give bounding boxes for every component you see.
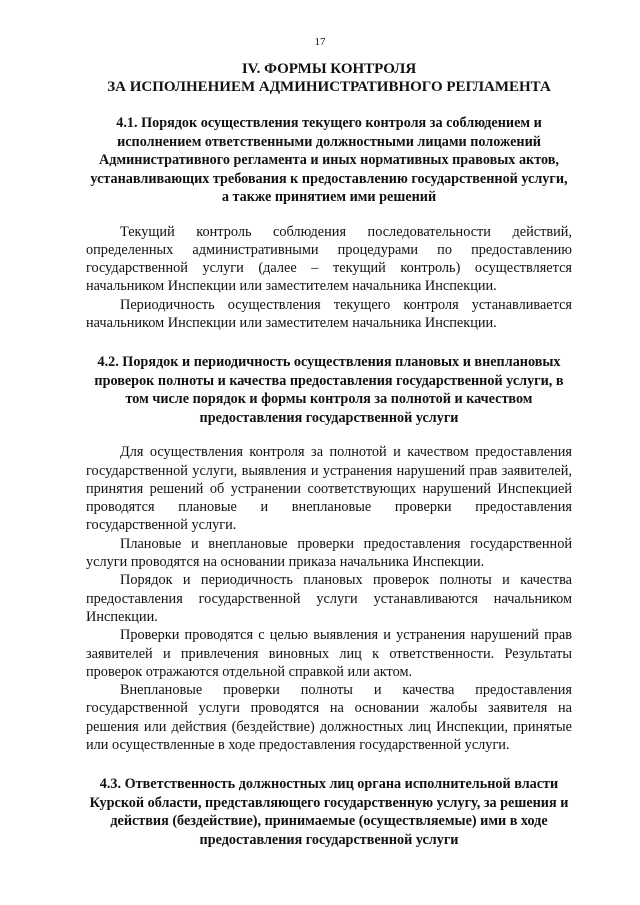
chapter-title [86, 60, 572, 96]
section-4-2-paragraph: Внеплановые проверки полноты и качества предоставления государственной услуги проводятся на основании жалобы заявителя на решения или действия (бездействие) должностных лиц Инспекции, принятые или осуществленные в ходе предоставления государственной услуги. [86, 682, 572, 754]
section-4-3-heading: 4.3. Ответственность должностных лиц органа исполнительной власти Курской области, представляющего государственную услугу, за решения и действия (бездействие), принимаемые (осуществляемые) ими в ходе предоставления государственной услуги [89, 776, 569, 848]
document-body [86, 60, 572, 849]
section-4-2-paragraph: Для осуществления контроля за полнотой и качеством предоставления государственной услуги, выявления и устранения нарушений прав заявителей, принятия решений об устранении соответствующих нарушений Инспекцией проводятся плановые и внеплановые проверки предоставления государственной услуги. [86, 444, 572, 534]
section-4-2-heading: 4.2. Порядок и периодичность осуществления плановых и внеплановых проверок полноты и качества предоставления государственной услуги, в том числе порядок и формы контроля за полнотой и качеством предоставления государственной услуги [94, 354, 564, 426]
chapter-title-line-1: IV. ФОРМЫ КОНТРОЛЯ [241, 61, 417, 77]
section-4-1-paragraph: Текущий контроль соблюдения последовательности действий, определенных административными процедурами по предоставлению государственной услуги (далее – текущий контроль) осуществляется начальником Инспекции или заместителем начальника Инспекции. [86, 223, 572, 295]
section-4-2-paragraph: Плановые и внеплановые проверки предоставления государственной услуги проводятся на основании приказа начальника Инспекции. [86, 535, 572, 571]
section-4-1-paragraph: Периодичность осуществления текущего контроля устанавливается начальником Инспекции или заместителем начальника Инспекции. [86, 296, 572, 331]
page-number: 17 [314, 36, 326, 48]
section-4-1-heading: 4.1. Порядок осуществления текущего контроля за соблюдением и исполнением ответственными должностными лицами положений Административного регламента и иных нормативных правовых актов, устанавливающих требования к предоставлению государственной услуги, а также принятием ими решений [90, 115, 568, 205]
section-4-2-paragraph: Проверки проводятся с целью выявления и устранения нарушений прав заявителей и привлечения виновных лиц к ответственности. Результаты проверок отражаются отдельной справкой или актом. [86, 627, 572, 680]
section-4-2-paragraph: Порядок и периодичность плановых проверок полноты и качества предоставления государственной услуги устанавливаются начальником Инспекции. [86, 572, 572, 625]
chapter-title-line-2: ЗА ИСПОЛНЕНИЕМ АДМИНИСТРАТИВНОГО РЕГЛАМЕНТА [107, 79, 551, 95]
